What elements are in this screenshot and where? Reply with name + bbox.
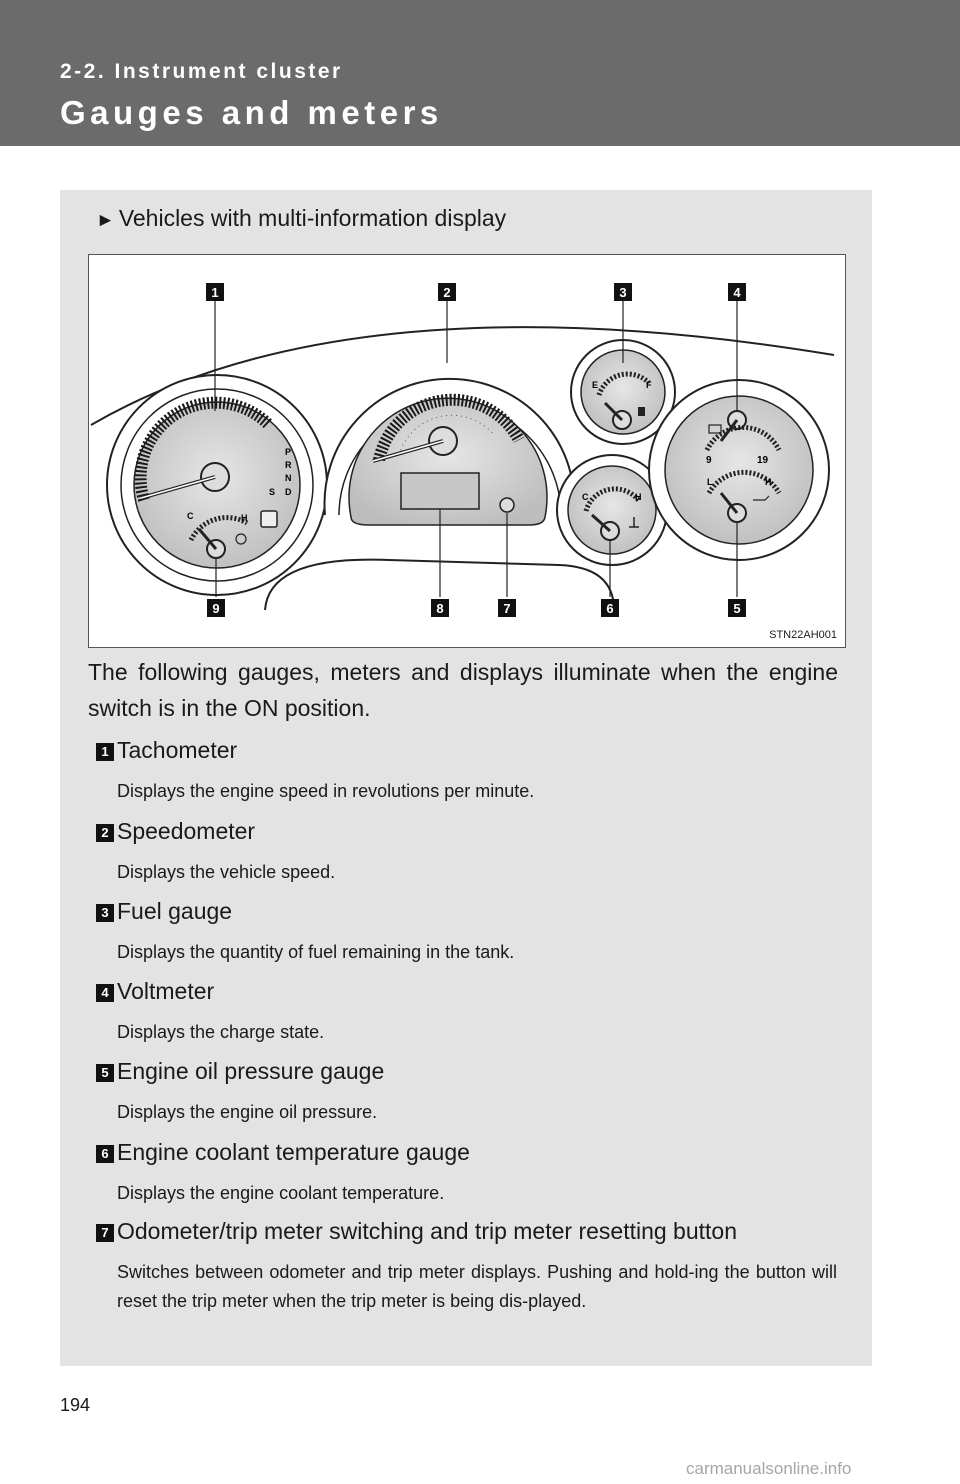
intro-paragraph: The following gauges, meters and displays illuminate when the engine switch is in the ON position. xyxy=(88,659,838,721)
item-number-badge: 3 xyxy=(96,904,114,922)
item-description: Displays the charge state. xyxy=(117,1022,325,1042)
svg-text:S: S xyxy=(269,487,276,497)
svg-text:E: E xyxy=(592,380,599,390)
svg-text:C: C xyxy=(187,511,194,521)
svg-text:F: F xyxy=(646,380,652,390)
voltmeter-oil-gauge-illustration xyxy=(649,380,829,560)
item-title: Engine coolant temperature gauge xyxy=(117,1139,470,1165)
variant-label: Vehicles with multi-information display xyxy=(118,205,507,231)
item-title: Voltmeter xyxy=(117,978,215,1004)
svg-text:R: R xyxy=(285,460,292,470)
triangle-arrow-icon: ► xyxy=(96,210,115,231)
item-title: Odometer/trip meter switching and trip meter resetting button xyxy=(117,1218,738,1244)
item-number-badge: 5 xyxy=(96,1064,114,1082)
item-number-badge: 7 xyxy=(96,1224,114,1242)
svg-text:D: D xyxy=(285,487,292,497)
svg-text:H: H xyxy=(241,513,248,523)
svg-text:9: 9 xyxy=(706,455,712,466)
item-number-badge: 1 xyxy=(96,743,114,761)
svg-text:7: 7 xyxy=(503,601,511,616)
item-description: Displays the quantity of fuel remaining in the tank. xyxy=(117,942,515,962)
item-number-badge: 2 xyxy=(96,824,114,842)
svg-text:1: 1 xyxy=(211,285,219,300)
svg-text:L: L xyxy=(707,477,713,487)
svg-text:2: 2 xyxy=(443,285,451,300)
item-description: Displays the engine coolant temperature. xyxy=(117,1183,445,1203)
svg-text:19: 19 xyxy=(757,455,769,466)
watermark: carmanualsonline.info xyxy=(686,1459,852,1478)
svg-text:6: 6 xyxy=(606,601,614,616)
speedometer-illustration xyxy=(325,379,575,525)
section-label: 2-2. Instrument cluster xyxy=(60,60,343,83)
figure-code: STN22AH001 xyxy=(769,629,837,641)
item-title: Speedometer xyxy=(117,818,256,844)
item-number-badge: 6 xyxy=(96,1145,114,1163)
instrument-cluster-illustration xyxy=(89,255,845,647)
item-title: Fuel gauge xyxy=(117,898,233,924)
item-number-badge: 4 xyxy=(96,984,114,1002)
svg-text:H: H xyxy=(635,492,642,502)
item-description: Displays the vehicle speed. xyxy=(117,862,336,882)
tachometer-illustration xyxy=(107,375,327,595)
svg-text:8: 8 xyxy=(436,601,444,616)
svg-text:P: P xyxy=(285,447,292,457)
item-title: Engine oil pressure gauge xyxy=(117,1058,385,1084)
svg-text:4: 4 xyxy=(733,285,741,300)
item-title: Tachometer xyxy=(117,737,238,763)
svg-text:3: 3 xyxy=(619,285,627,300)
svg-text:C: C xyxy=(582,492,589,502)
item-description: Switches between odometer and trip meter displays. Pushing and hold-ing the button will reset the trip meter when the trip meter is being dis-played. xyxy=(117,1262,837,1311)
page-header xyxy=(0,0,960,146)
instrument-cluster-figure xyxy=(88,254,846,648)
item-description: Displays the engine speed in revolutions per minute. xyxy=(117,781,535,801)
svg-text:N: N xyxy=(285,473,292,483)
svg-text:H: H xyxy=(765,477,772,487)
item-description: Displays the engine oil pressure. xyxy=(117,1102,378,1122)
variant-heading xyxy=(96,205,506,232)
page-title: Gauges and meters xyxy=(60,94,443,131)
svg-text:5: 5 xyxy=(733,601,741,616)
page-number: 194 xyxy=(60,1395,91,1415)
svg-text:9: 9 xyxy=(212,601,220,616)
